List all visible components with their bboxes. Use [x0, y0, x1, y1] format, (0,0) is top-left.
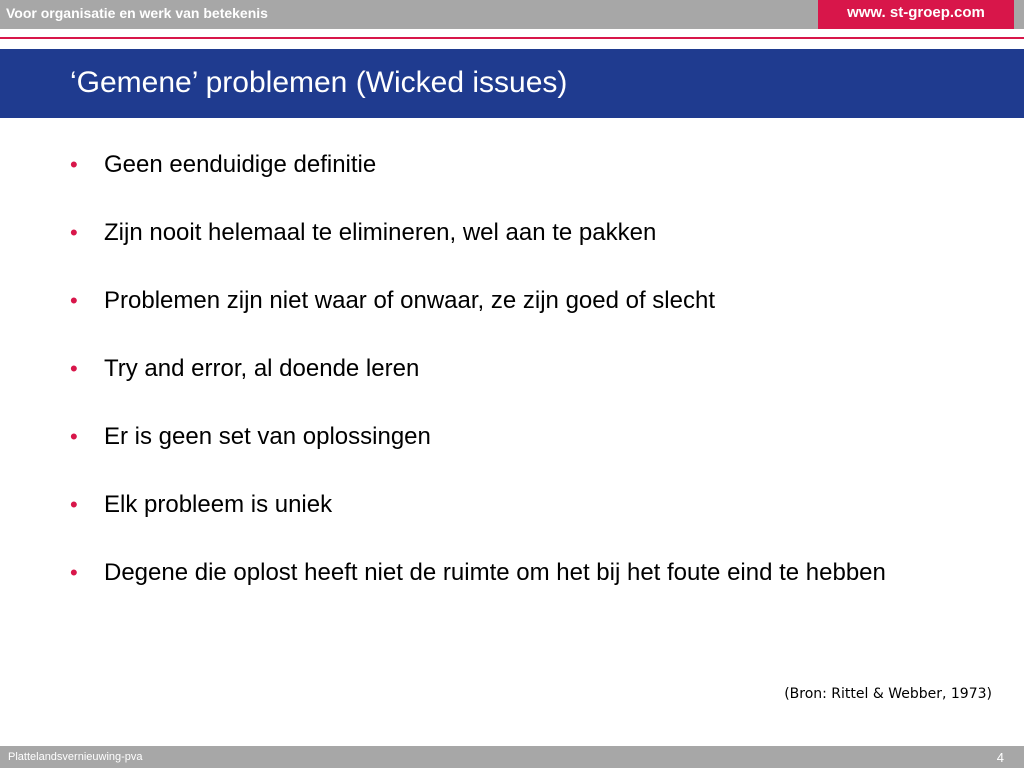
- bullet-text: Zijn nooit helemaal te elimineren, wel aan te pakken: [104, 219, 657, 246]
- slide-title: ‘Gemene’ problemen (Wicked issues): [70, 66, 568, 99]
- top-bar: [0, 0, 1024, 29]
- bullet-icon: •: [70, 424, 78, 449]
- bullet-text: Degene die oplost heeft niet de ruimte om het bij het foute eind te hebben: [104, 559, 886, 586]
- bullet-text: Try and error, al doende leren: [104, 355, 420, 382]
- accent-divider: [0, 37, 1024, 39]
- source-citation: (Bron: Rittel & Webber, 1973): [784, 686, 992, 702]
- bullet-text: Problemen zijn niet waar of onwaar, ze zijn goed of slecht: [104, 287, 716, 314]
- bullet-icon: •: [70, 220, 78, 245]
- tagline: Voor organisatie en werk van betekenis: [6, 5, 268, 21]
- bullet-text: Geen eenduidige definitie: [104, 151, 377, 178]
- bullet-icon: •: [70, 492, 78, 517]
- bullet-item: [70, 148, 970, 182]
- page-number: 4: [996, 750, 1004, 765]
- bullet-item: [70, 556, 970, 590]
- bullet-icon: •: [70, 356, 78, 381]
- title-bar: [0, 49, 1024, 118]
- bullet-icon: •: [70, 288, 78, 313]
- bullet-item: [70, 216, 970, 250]
- bullet-item: [70, 284, 970, 318]
- bullet-list: [70, 148, 970, 624]
- footer-label: Plattelandsvernieuwing-pva: [8, 751, 143, 763]
- bullet-item: [70, 420, 970, 454]
- website-link[interactable]: www. st-groep.com: [818, 0, 1014, 29]
- bullet-icon: •: [70, 560, 78, 585]
- bullet-text: Elk probleem is uniek: [104, 491, 333, 518]
- footer-bar: [0, 746, 1024, 768]
- bullet-item: [70, 352, 970, 386]
- bullet-icon: •: [70, 152, 78, 177]
- bullet-text: Er is geen set van oplossingen: [104, 423, 431, 450]
- bullet-item: [70, 488, 970, 522]
